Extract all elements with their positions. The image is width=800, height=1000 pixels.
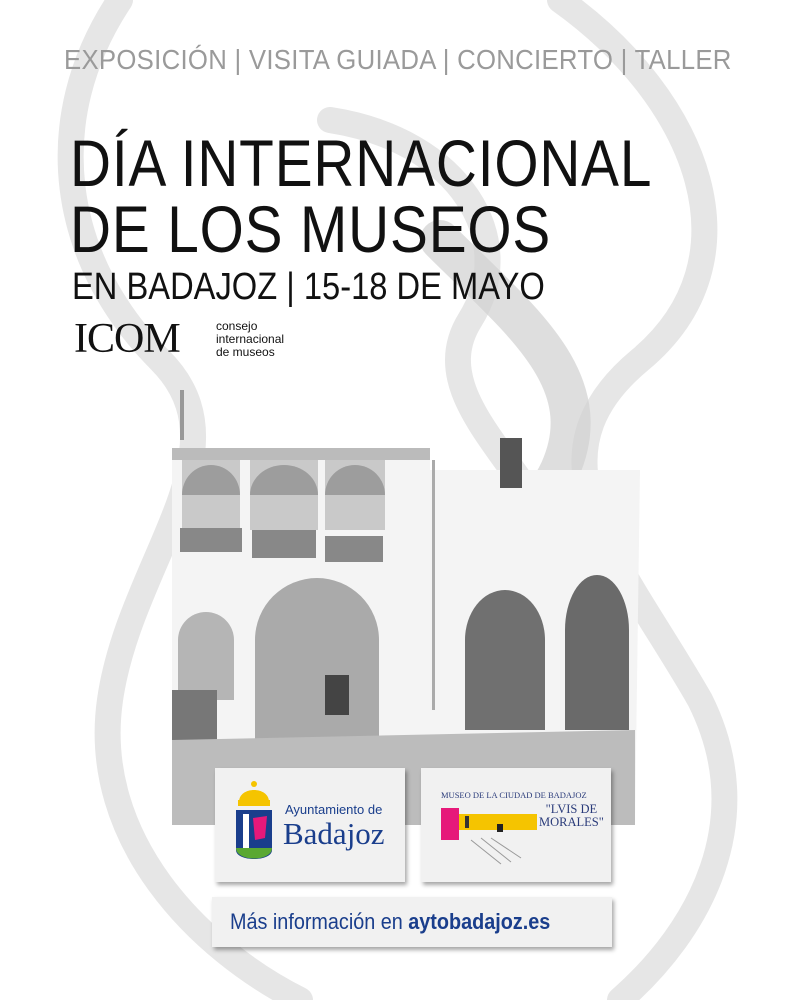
badajoz-label: Badajoz xyxy=(283,816,385,851)
event-location-dates: EN BADAJOZ | 15-18 DE MAYO xyxy=(72,266,545,308)
icom-logo: ICOM xyxy=(74,316,180,362)
activities-list: EXPOSICIÓN | VISITA GUIADA | CONCIERTO | TALLER xyxy=(64,44,732,75)
more-info-box xyxy=(212,897,612,947)
ayuntamiento-label: Ayuntamiento de xyxy=(285,802,383,817)
icom-description xyxy=(216,320,284,359)
badajoz-coat-of-arms-icon xyxy=(233,780,275,866)
museo-name: MUSEO DE LA CIUDAD DE BADAJOZ xyxy=(441,790,587,800)
page-title-line1: DÍA INTERNACIONAL xyxy=(70,126,653,200)
icom-line1: consejo xyxy=(216,319,258,333)
museo-subtitle-line1: "LVIS DE xyxy=(545,802,598,816)
more-info-text xyxy=(230,909,550,935)
icom-line2: internacional xyxy=(216,332,285,346)
museo-building-logo-icon xyxy=(441,806,541,866)
more-info-prefix: Más información en xyxy=(230,909,409,934)
ayuntamiento-logo-box xyxy=(215,768,405,882)
museo-subtitle-line2: MORALES" xyxy=(539,815,604,829)
page-title-line2: DE LOS MUSEOS xyxy=(70,192,552,266)
museo-logo-box xyxy=(421,768,611,882)
icom-line3: de museos xyxy=(216,345,275,359)
website-link[interactable]: aytobadajoz.es xyxy=(408,909,551,934)
museo-subtitle xyxy=(539,803,604,829)
